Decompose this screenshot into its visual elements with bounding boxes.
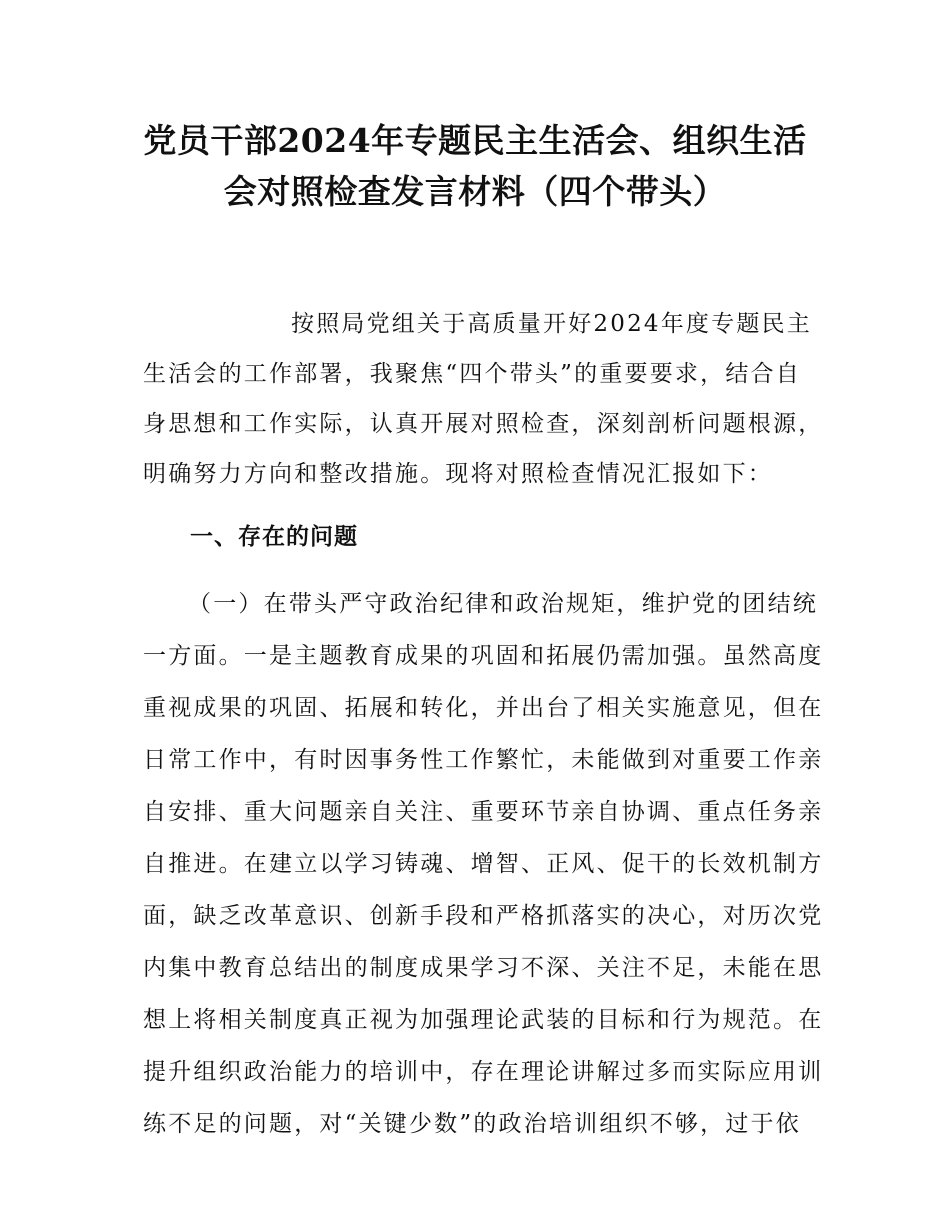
intro-line-1: 按照局党组关于高质量开好2024年度专题民主	[291, 311, 812, 337]
body-line-1: （一）在带头严守政治纪律和政治规矩，维护党的团结统	[188, 591, 818, 617]
intro-line-4: 明确努力方向和整改措施。现将对照检查情况汇报如下：	[143, 461, 773, 487]
document-title-line-1: 党员干部2024年专题民主生活会、组织生活	[143, 121, 807, 160]
document-title-line-2: 会对照检查发言材料（四个带头）	[223, 172, 727, 211]
body-line-9: 想上将相关制度真正视为加强理论武装的目标和行为规范。在	[143, 1007, 824, 1033]
body-line-7: 面，缺乏改革意识、创新手段和严格抓落实的决心，对历次党	[143, 903, 824, 929]
body-line-5: 自安排、重大问题亲自关注、重要环节亲自协调、重点任务亲	[143, 799, 824, 825]
intro-line-3: 身思想和工作实际，认真开展对照检查，深刻剖析问题根源，	[143, 411, 824, 437]
body-line-8: 内集中教育总结出的制度成果学习不深、关注不足，未能在思	[143, 955, 824, 981]
body-line-4: 日常工作中，有时因事务性工作繁忙，未能做到对重要工作亲	[143, 747, 824, 773]
body-line-11: 练不足的问题，对“关键少数”的政治培训组织不够，过于依	[143, 1111, 801, 1137]
body-line-6: 自推进。在建立以学习铸魂、增智、正风、促干的长效机制方	[143, 851, 824, 877]
body-line-10: 提升组织政治能力的培训中，存在理论讲解过多而实际应用训	[143, 1059, 824, 1085]
body-line-2: 一方面。一是主题教育成果的巩固和拓展仍需加强。虽然高度	[143, 643, 824, 669]
intro-line-2: 生活会的工作部署，我聚焦“四个带头”的重要要求，结合自	[143, 361, 801, 387]
body-line-3: 重视成果的巩固、拓展和转化，并出台了相关实施意见，但在	[143, 695, 824, 721]
section-heading: 一、存在的问题	[190, 524, 358, 550]
